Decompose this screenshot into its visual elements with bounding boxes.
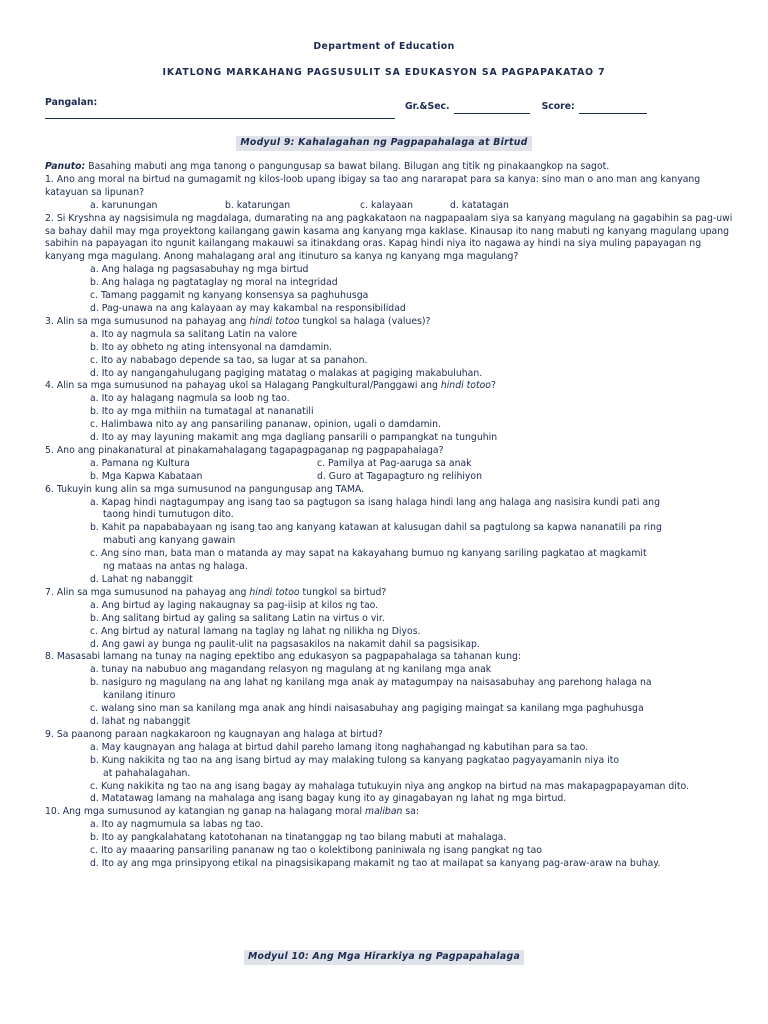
option-b[interactable]: b. Ito ay pangkalahatang katotohanan na tinatanggap ng tao bilang mabuti at mahalaga. (90, 832, 507, 844)
option-a[interactable]: a. Kapag hindi nagtagumpay ang isang tao sa pagtugon sa isang halaga hindi lang ang halaga ang nasisira kundi pati ang (90, 496, 660, 508)
question-1: 1. Ano ang moral na birtud na gumagamit ng kilos-loob upang ibigay sa tao ang nararapat para sa kanya: sino man o ano man ang kanyang katayuan sa lipunan? (45, 173, 701, 198)
option-d[interactable]: d. Lahat ng nabanggit (90, 574, 193, 585)
option-c[interactable]: c. kalayaan (360, 199, 414, 211)
option-b[interactable]: b. Kung nakikita ng tao na ang isang birtud ay may malaking tulong sa kanyang pagkatao pagyayamanin niya ito (90, 754, 620, 766)
option-a[interactable]: a. tunay na nabubuo ang magandang relasyon ng magulang at ng kanilang mga anak (90, 664, 492, 676)
grade-section-score-row (405, 101, 647, 114)
question-9: 9. Sa paanong paraan nagkakaroon ng kaugnayan ang halaga at birtud? (45, 728, 383, 740)
option-c[interactable]: c. Ito ay maaaring pansariling pananaw ng tao o kolektibong paniniwala ng isang pangkat ng tao (90, 845, 542, 857)
option-a[interactable]: a. Ang halaga ng pagsasabuhay ng mga birtud (90, 264, 309, 276)
question-1-options (45, 200, 735, 213)
option-b[interactable]: b. Ang halaga ng pagtataglay ng moral na integridad (90, 277, 338, 289)
question-7: 7. Alin sa mga sumusunod na pahayag ang hindi totoo tungkol sa birtud? (45, 586, 387, 598)
question-6: 6. Tukuyin kung alin sa mga sumusunod na pangungusap ang TAMA. (45, 483, 365, 495)
option-a[interactable]: a. Ito ay nagmumula sa labas ng tao. (90, 819, 264, 831)
option-d[interactable]: d. Ito ay may layuning makamit ang mga dagliang pansarili o pampangkat na tunguhin (90, 432, 498, 444)
option-a[interactable]: a. Ito ay nagmula sa salitang Latin na valore (90, 328, 298, 340)
instructions-label: Panuto: (45, 161, 86, 172)
question-5-options (45, 458, 735, 484)
option-d[interactable]: d. Ito ay nangangahulugang pagiging matatag o malakas at pagiging makabuluhan. (90, 367, 483, 379)
module-9-heading: Modyul 9: Kahalagahan ng Pagpapahalaga at Birtud (0, 136, 768, 151)
department-heading: Department of Education (313, 41, 455, 52)
grade-section-blank[interactable] (454, 113, 530, 114)
option-b[interactable]: b. nasiguro ng magulang na ang lahat ng kanilang mga anak ay matagumpay na naisasabuhay ang parehong halaga na (90, 677, 652, 689)
option-a[interactable]: a. Ito ay halagang nagmula sa loob ng tao. (90, 393, 290, 405)
question-2: 2. Si Kryshna ay nagsisimula ng magdalaga, dumarating na ang pagkakataon na nagpapaalam siya sa kanyang magulang na gagabihin sa pag-uwi sa bahay dahil may mga proyektong kailangang gawin kasama ang kanyang mga kaklase. Kinausap ito nang mabuti ng kanyang magulang upang sabihin na papayagan ito ngunit kailangang makauwi sa itinakdang oras. Kapag hindi niya ito nagawa ay hindi na siya muling papayagan ng kanyang mga magulang. Anong mahalagang aral ang itinuturo sa kanya ng kanyang mga magulang? (45, 212, 733, 263)
question-5: 5. Ano ang pinakanatural at pinakamahalagang tagapagpaganap ng pagpapahalaga? (45, 444, 444, 456)
instructions-text: Basahing mabuti ang mga tanong o pangungusap sa bawat bilang. Bilugan ang titik ng pinakaangkop na sagot. (88, 161, 610, 172)
grade-section-label: Gr.&Sec. (405, 101, 450, 112)
option-a[interactable]: a. May kaugnayan ang halaga at birtud dahil pareho lamang itong naghahangad ng kabutihan para sa tao. (90, 741, 589, 753)
instructions (45, 161, 735, 174)
option-a[interactable]: a. Ang birtud ay laging nakaugnay sa pag-iisip at kilos ng tao. (90, 599, 379, 611)
option-c[interactable]: c. Tamang paggamit ng kanyang konsensya sa paghuhusga (90, 290, 369, 302)
option-c[interactable]: c. Ito ay nababago depende sa tao, sa lugar at sa panahon. (90, 354, 368, 366)
module-10-heading: Modyul 10: Ang Mga Hirarkiya ng Pagpapahalaga (0, 950, 768, 965)
option-b[interactable]: b. Kahit pa napababayaan ng isang tao ang kanyang katawan at kalusugan dahil sa pagtulong sa kapwa nananatili pa ring (90, 522, 662, 534)
option-d[interactable]: d. katatagan (450, 199, 509, 211)
option-b[interactable]: b. Mga Kapwa Kabataan (90, 470, 203, 482)
option-c[interactable]: c. Ang sino man, bata man o matanda ay may sapat na kakayahang bumuo ng kanyang sariling pagkatao at magkamit (90, 548, 647, 560)
score-blank[interactable] (579, 113, 647, 114)
option-b[interactable]: b. katarungan (225, 199, 291, 211)
option-d[interactable]: d. Guro at Tagapagturo ng relihiyon (317, 470, 483, 482)
question-10: 10. Ang mga sumusunod ay katangian ng ganap na halagang moral maliban sa: (45, 806, 420, 818)
option-c[interactable]: c. Halimbawa nito ay ang pansariling pananaw, opinion, ugali o damdamin. (90, 419, 441, 431)
option-b[interactable]: b. Ito ay obheto ng ating intensyonal na damdamin. (90, 341, 333, 353)
option-d[interactable]: d. lahat ng nabanggit (90, 715, 191, 727)
option-b[interactable]: b. Ito ay mga mithiin na tumatagal at nananatili (90, 406, 314, 418)
option-b[interactable]: b. Ang salitang birtud ay galing sa salitang Latin na virtus o vir. (90, 612, 385, 624)
option-c[interactable]: c. Kung nakikita ng tao na ang isang bagay ay mahalaga tutukuyin niya ang angkop na birtud na mas makapagpapayaman dito. (90, 780, 689, 792)
option-d[interactable]: d. Matatawag lamang na mahalaga ang isang bagay kung ito ay ginagabayan ng lahat ng mga birtud. (90, 793, 567, 805)
option-d[interactable]: d. Ito ay ang mga prinsipyong etikal na pinagsisikapang makamit ng tao at mailapat sa kanyang pag-araw-araw na buhay. (90, 857, 661, 869)
exam-title: IKATLONG MARKAHANG PAGSUSULIT SA EDUKASYON SA PAGPAPAKATAO 7 (162, 67, 606, 78)
name-label: Pangalan: (45, 97, 98, 108)
option-a-continued[interactable]: taong hindi tumutugon dito. (103, 509, 234, 521)
name-blank-line[interactable] (45, 118, 395, 119)
option-c[interactable]: c. Pamilya at Pag-aaruga sa anak (317, 457, 472, 469)
option-c[interactable]: c. Ang birtud ay natural lamang na taglay ng lahat ng nilikha ng Diyos. (90, 625, 421, 637)
option-b-continued[interactable]: mabuti ang kanyang gawain (103, 535, 236, 547)
option-d[interactable]: d. Pag-unawa na ang kalayaan ay may kakambal na responsibilidad (90, 302, 406, 314)
option-b-continued[interactable]: at pahahalagahan. (103, 767, 191, 779)
question-4: 4. Alin sa mga sumusunod na pahayag ukol sa Halagang Pangkultural/Panggawi ang hindi totoo? (45, 380, 496, 392)
option-b-continued[interactable]: kanilang itinuro (103, 690, 176, 702)
option-d[interactable]: d. Ang gawi ay bunga ng paulit-ulit na pagsasakilos na nakamit dahil sa pagsisikap. (90, 638, 480, 650)
question-8: 8. Masasabi lamang na tunay na naging epektibo ang edukasyon sa pagpapahalaga sa tahanan kung: (45, 651, 521, 663)
option-a[interactable]: a. Pamana ng Kultura (90, 457, 190, 469)
option-c-continued[interactable]: ng mataas na antas ng halaga. (103, 561, 248, 573)
question-3: 3. Alin sa mga sumusunod na pahayag ang hindi totoo tungkol sa halaga (values)? (45, 315, 431, 327)
score-label: Score: (541, 101, 575, 112)
option-c[interactable]: c. walang sino man sa kanilang mga anak ang hindi naisasabuhay ang pagiging maingat sa kanilang mga paghuhusga (90, 703, 644, 715)
option-a[interactable]: a. karunungan (90, 199, 158, 211)
questions-body (45, 161, 735, 871)
